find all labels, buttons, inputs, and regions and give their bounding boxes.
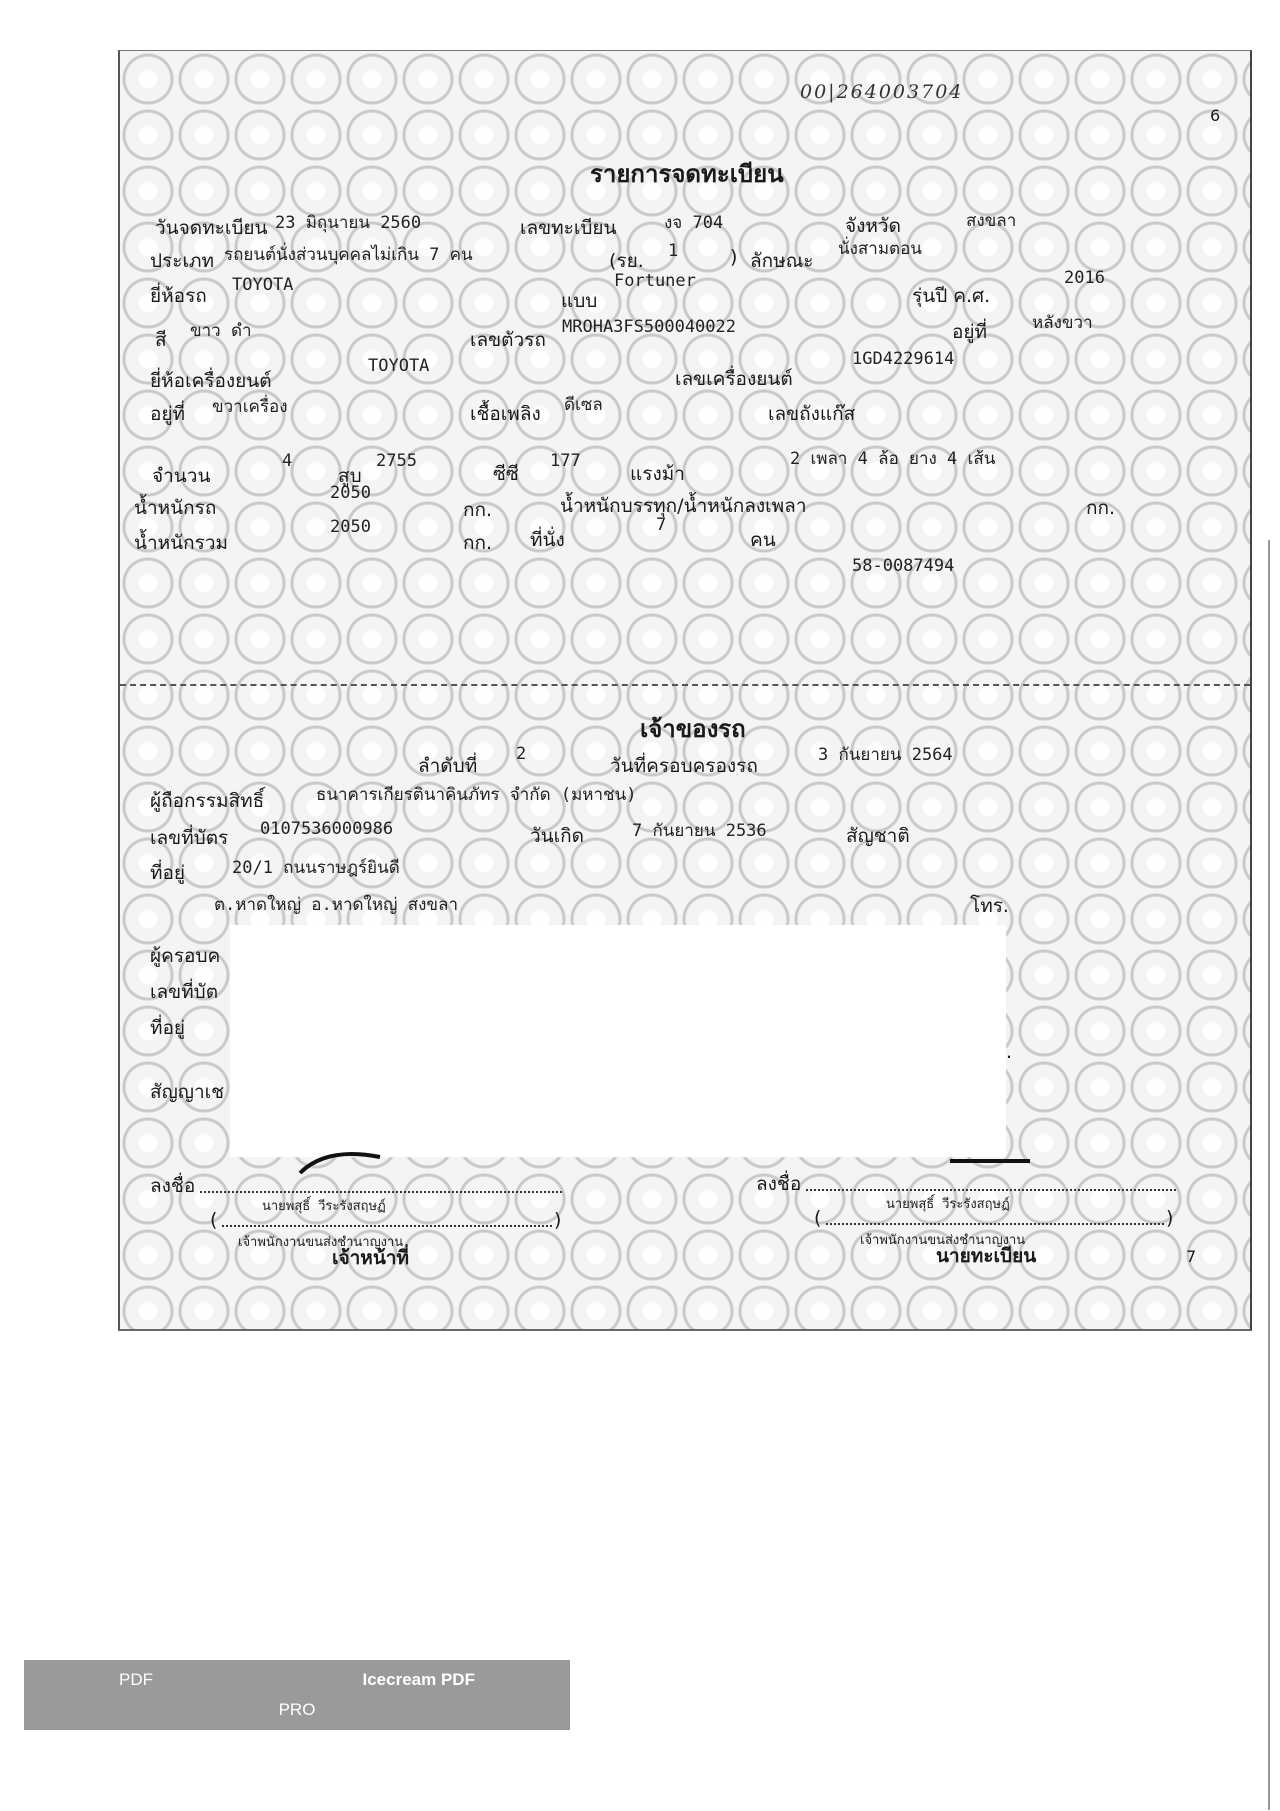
gas-tank-label: เลขถังแก๊ส	[768, 403, 856, 425]
redaction-block	[230, 925, 1006, 1157]
chassis-location-label: อยู่ที่	[952, 321, 988, 343]
weight-value: 2050	[330, 483, 371, 503]
axle-value: 2 เพลา 4 ล้อ ยาง 4 เส้น	[790, 449, 996, 469]
fuel-value: ดีเซล	[564, 395, 603, 415]
seats-label: ที่นั่ง	[530, 529, 565, 551]
telephone-label: โทร.	[970, 895, 1009, 917]
left-paren-open: (	[210, 1209, 218, 1231]
color-label: สี	[155, 329, 167, 351]
right-signer-name: นายพสุธิ์ วีระรังสฤษฏ์	[886, 1197, 1010, 1212]
contract-label: สัญญาเช	[150, 1081, 225, 1103]
engine-location-label: อยู่ที่	[150, 403, 186, 425]
right-signer-position: เจ้าพนักงานขนส่งชำนาญงาน	[860, 1233, 1026, 1248]
province-label: จังหวัด	[845, 215, 901, 237]
holder-label: ผู้ถือกรรมสิทธิ์	[150, 790, 265, 812]
brand-label: ยี่ห้อรถ	[150, 285, 207, 307]
right-signature-scribble	[940, 1145, 1060, 1175]
plate-value: งจ 704	[664, 213, 724, 233]
cylinder-label: สูบ	[338, 465, 362, 487]
sign-line-left	[200, 1191, 562, 1193]
sign-label-left: ลงชื่อ	[150, 1175, 196, 1197]
engine-brand-label: ยี่ห้อเครื่องยนต์	[150, 370, 272, 392]
left-signer-role: เจ้าหน้าที่	[332, 1247, 410, 1269]
registration-document	[118, 50, 1252, 1331]
chassis-value: MROHA3FS500040022	[562, 317, 736, 337]
chassis-label: เลขตัวรถ	[470, 329, 546, 351]
watermark-pdf: PDF	[119, 1670, 154, 1689]
cc-value: 177	[550, 451, 581, 471]
seats-value: 7	[656, 515, 667, 535]
fuel-label: เชื้อเพลิง	[470, 403, 541, 425]
possession-date-value: 3 กันยายน 2564	[818, 745, 953, 765]
count-value: 4	[282, 451, 293, 471]
color-value: ขาว ดำ	[190, 321, 252, 341]
horsepower-label: แรงม้า	[630, 463, 685, 485]
possession-date-label: วันที่ครอบครองรถ	[610, 755, 758, 777]
total-weight-value: 2050	[330, 517, 371, 537]
page-number-top: 6	[1210, 106, 1221, 125]
right-signer-role: นายทะเบียน	[936, 1245, 1037, 1267]
province-value: สงขลา	[966, 211, 1017, 231]
id-card-2-label: เลขที่บัต	[150, 981, 219, 1003]
ry-value: 1	[668, 241, 679, 261]
type-value: รถยนต์นั่งส่วนบุคคลไม่เกิน 7 คน	[224, 245, 473, 265]
plate-label: เลขทะเบียน	[520, 217, 617, 239]
reg-date-value: 23 มิถุนายน 2560	[275, 213, 422, 233]
ry-close: )	[730, 246, 738, 268]
order-label: ลำดับที่	[418, 755, 478, 777]
registration-code: 58-0087494	[852, 556, 955, 576]
fold-line	[120, 684, 1250, 686]
cylinder-value: 2755	[376, 451, 417, 471]
ry-open: (รย.	[609, 250, 644, 272]
brand-value: TOYOTA	[232, 275, 294, 295]
kg-label-2: กก.	[1086, 497, 1116, 519]
id-card-value: 0107536000986	[260, 819, 394, 839]
left-paren-close: )	[554, 1209, 562, 1231]
total-weight-label: น้ำหนักรวม	[134, 532, 229, 554]
chassis-location-value: หลังขวา	[1032, 313, 1093, 333]
type-label: ประเภท	[150, 250, 215, 272]
scan-edge	[1268, 540, 1270, 1810]
kg-label-1: กก.	[463, 499, 493, 521]
holder-value: ธนาคารเกียรตินาคินภัทร จำกัด (มหาชน)	[316, 785, 637, 805]
name-line-left	[222, 1225, 552, 1227]
nationality-label: สัญชาติ	[846, 825, 910, 847]
sign-label-right: ลงชื่อ	[756, 1173, 802, 1195]
engine-number-label: เลขเครื่องยนต์	[675, 368, 793, 390]
count-label: จำนวน	[152, 465, 211, 487]
engine-location-value: ขวาเครื่อง	[212, 397, 288, 417]
occupant-label: ผู้ครอบค	[150, 945, 221, 967]
registration-title: รายการจดทะเบียน	[590, 160, 784, 188]
watermark-brand: Icecream PDF	[362, 1670, 475, 1689]
owner-title: เจ้าของรถ	[640, 715, 746, 743]
right-paren-open: (	[814, 1207, 822, 1229]
model-label: แบบ	[561, 290, 598, 312]
persons-label: คน	[750, 529, 776, 551]
sign-line-right	[806, 1189, 1176, 1191]
watermark-pro: PRO	[278, 1700, 316, 1719]
style-value: นั่งสามตอน	[838, 239, 922, 259]
weight-label: น้ำหนักรถ	[134, 497, 217, 519]
engine-number-value: 1GD4229614	[852, 349, 955, 369]
reg-date-label: วันจดทะเบียน	[155, 217, 268, 239]
page-number-bottom: 7	[1186, 1247, 1197, 1266]
kg-label-3: กก.	[463, 532, 493, 554]
id-card-label: เลขที่บัตร	[150, 827, 229, 849]
birth-date-label: วันเกิด	[530, 825, 584, 847]
right-paren-close: )	[1166, 1207, 1174, 1229]
address-line-1: 20/1 ถนนราษฎร์ยินดี	[232, 858, 400, 878]
birth-date-value: 7 กันยายน 2536	[632, 821, 767, 841]
pdf-watermark	[24, 1660, 570, 1730]
address-line-2: ต.หาดใหญ่ อ.หาดใหญ่ สงขลา	[214, 895, 459, 915]
year-label: รุ่นปี ค.ศ.	[912, 285, 991, 307]
year-value: 2016	[1064, 268, 1105, 288]
name-line-right	[826, 1223, 1164, 1225]
style-label: ลักษณะ	[750, 250, 814, 272]
left-signer-name: นายพสุธิ์ วีระรังสฤษฏ์	[262, 1199, 386, 1214]
engine-brand-value: TOYOTA	[368, 356, 430, 376]
trailing-char: .	[1006, 1041, 1013, 1063]
left-signer-position: เจ้าพนักงานขนส่งชำนาญงาน	[238, 1235, 404, 1250]
handwritten-number: 00|264003704	[800, 81, 964, 103]
load-label: น้ำหนักบรรทุก/น้ำหนักลงเพลา	[560, 495, 807, 517]
address-label: ที่อยู่	[150, 862, 186, 884]
left-signature-scribble	[290, 1151, 410, 1181]
address-2-label: ที่อยู่	[150, 1017, 186, 1039]
cc-label: ซีซี	[493, 463, 519, 485]
order-value: 2	[516, 744, 527, 764]
model-value: Fortuner	[614, 271, 696, 291]
